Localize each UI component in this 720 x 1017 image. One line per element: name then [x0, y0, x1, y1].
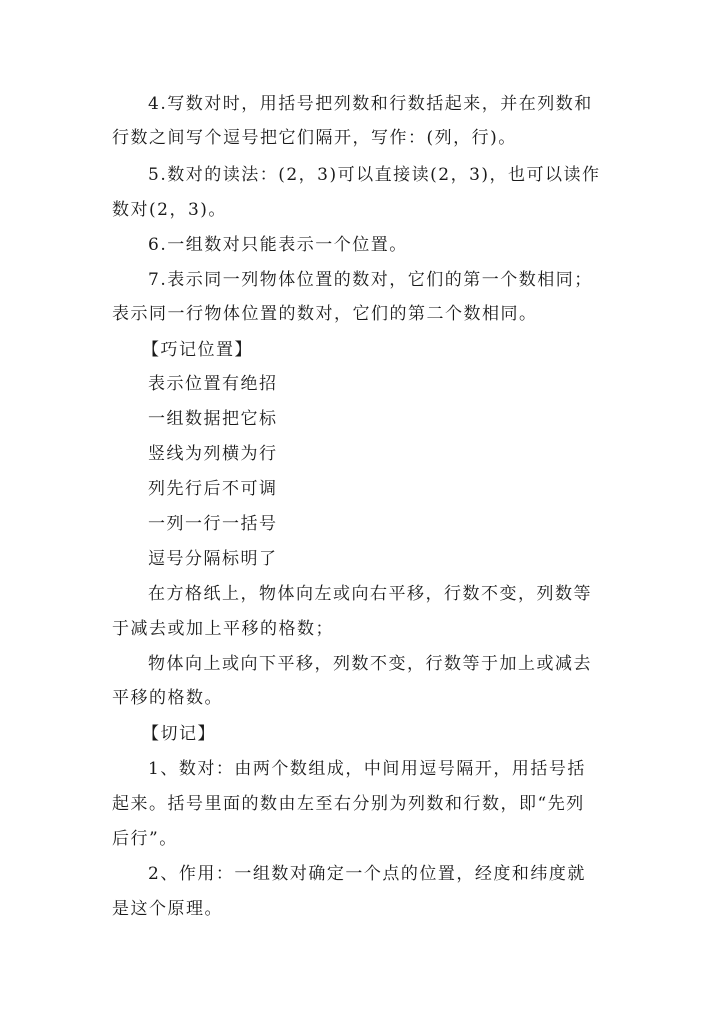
item-7-line-1: 7.表示同一列物体位置的数对，它们的第一个数相同； [148, 270, 593, 290]
remember-line: 是这个原理。 [112, 899, 223, 919]
mnemonic-heading: 【巧记位置】 [142, 340, 253, 360]
mnemonic-line: 列先行后不可调 [148, 479, 278, 499]
mnemonic-line: 竖线为列横为行 [148, 444, 278, 464]
remember-heading: 【切记】 [142, 724, 216, 744]
mnemonic-line: 逗号分隔标明了 [148, 549, 278, 569]
mnemonic-line: 一组数据把它标 [148, 409, 278, 429]
item-4-line-2: 行数之间写个逗号把它们隔开，写作：(列，行)。 [112, 128, 517, 148]
item-6-line-1: 6.一组数对只能表示一个位置。 [148, 235, 408, 255]
item-5-line-2: 数对(2，3)。 [112, 200, 227, 220]
item-4-line-1: 4.写数对时，用括号把列数和行数括起来，并在列数和 [148, 94, 593, 114]
translation-line: 在方格纸上，物体向左或向右平移，行数不变，列数等 [148, 584, 592, 604]
item-5-line-1: 5.数对的读法：(2，3)可以直接读(2，3)，也可以读作 [148, 165, 601, 185]
remember-line: 1、数对：由两个数组成，中间用逗号隔开，用括号括 [148, 759, 586, 779]
mnemonic-line: 一列一行一括号 [148, 514, 278, 534]
item-7-line-2: 表示同一行物体位置的数对，它们的第二个数相同。 [112, 304, 538, 324]
translation-line: 于减去或加上平移的格数； [112, 619, 334, 639]
translation-line: 物体向上或向下平移，列数不变，行数等于加上或减去 [148, 654, 592, 674]
remember-line: 后行”。 [112, 829, 178, 849]
document-page [112, 92, 610, 919]
mnemonic-line: 表示位置有绝招 [148, 374, 278, 394]
translation-line: 平移的格数。 [112, 688, 223, 708]
remember-line: 起来。括号里面的数由左至右分别为列数和行数，即“先列 [112, 794, 585, 814]
remember-line: 2、作用：一组数对确定一个点的位置，经度和纬度就 [148, 864, 586, 884]
